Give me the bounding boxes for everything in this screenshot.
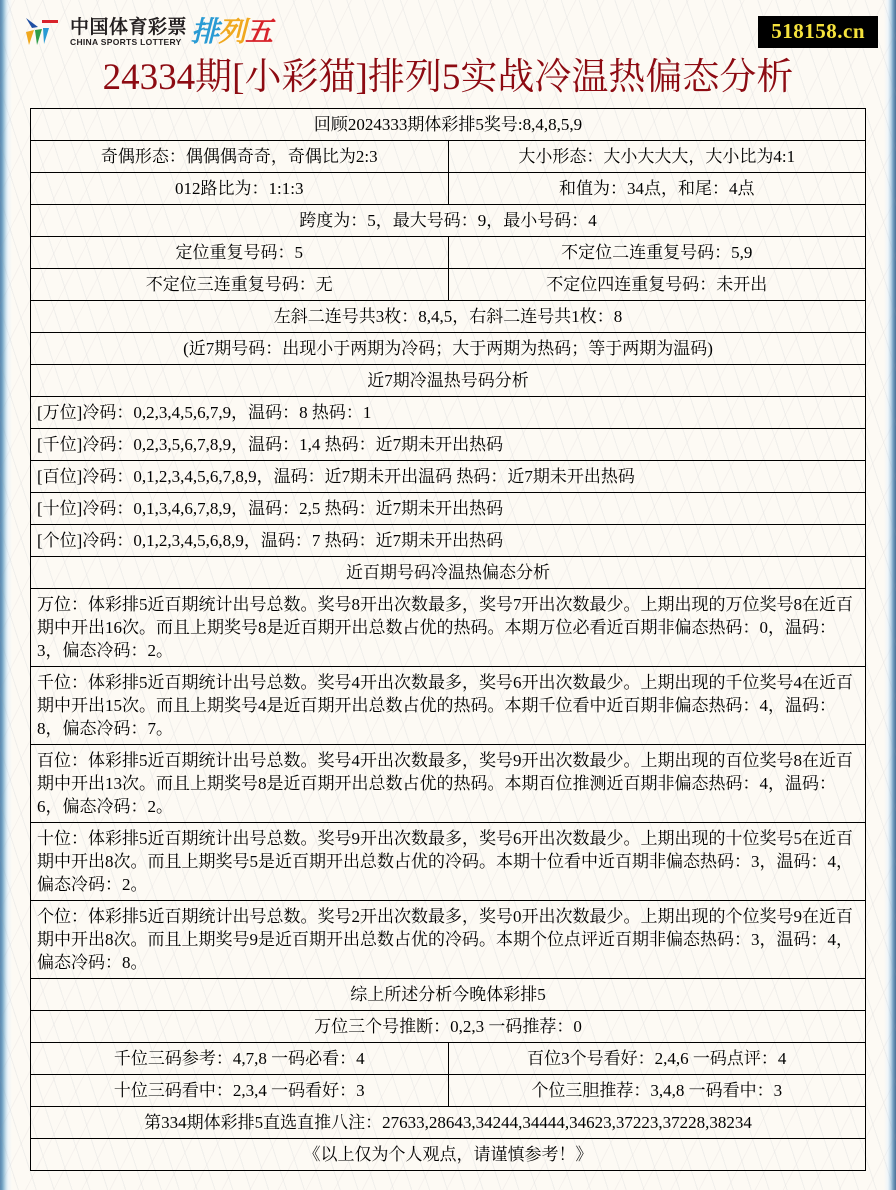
route012-ratio-cell: 012路比为：1:1:3 — [31, 173, 449, 205]
unfixed-two-repeat-cell: 不定位二连重复号码：5,9 — [448, 237, 866, 269]
recent100-paragraph-gewei: 个位：体彩排5近百期统计出号总数。奖号2开出次数最多，奖号0开出次数最少。上期出现的个位奖号9在近百期中开出8次。而且上期奖号9是近百期开出总数占优的冷码。本期个位点评近百期非偏态热码：3，温码：4，偏态冷码：8。 — [31, 901, 866, 979]
table-row — [31, 333, 866, 365]
section-title-summary: 综上所述分析今晚体彩排5 — [31, 979, 866, 1011]
page-content — [8, 4, 888, 1168]
direct-selection-picks-cell: 第334期体彩排5直选直推八注：27633,28643,34244,34444,34623,37223,37228,38234 — [31, 1107, 866, 1139]
site-url-badge[interactable]: 518158.cn — [758, 16, 878, 48]
table-row — [31, 1011, 866, 1043]
summary-baiwei-cell: 百位3个号看好：2,4,6 一码点评：4 — [448, 1043, 866, 1075]
table-row — [31, 525, 866, 557]
summary-wanwei-cell: 万位三个号推断：0,2,3 一码推荐：0 — [31, 1011, 866, 1043]
recent100-paragraph-shiwei: 十位：体彩排5近百期统计出号总数。奖号9开出次数最多，奖号6开出次数最少。上期出现的十位奖号5在近百期中开出8次。而且上期奖号5是近百期开出总数占优的冷码。本期十位看中近百期非偏态热码：3，温码：4，偏态冷码：2。 — [31, 823, 866, 901]
table-row — [31, 1043, 866, 1075]
table-row-section-header — [31, 365, 866, 397]
table-row — [31, 237, 866, 269]
table-row — [31, 461, 866, 493]
sum-value-cell: 和值为：34点，和尾：4点 — [448, 173, 866, 205]
recent7-line-wanwei: [万位]冷码：0,2,3,4,5,6,7,9，温码：8 热码：1 — [31, 397, 866, 429]
table-row — [31, 1107, 866, 1139]
review-header-cell: 回顾2024333期体彩排5奖号:8,4,8,5,9 — [31, 109, 866, 141]
recent7-line-shiwei: [十位]冷码：0,1,3,4,6,7,8,9，温码：2,5 热码：近7期未开出热码 — [31, 493, 866, 525]
table-row — [31, 589, 866, 667]
unfixed-three-repeat-cell: 不定位三连重复号码：无 — [31, 269, 449, 301]
cold-warm-hot-definition-note: (近7期号码：出现小于两期为冷码；大于两期为热码；等于两期为温码) — [31, 333, 866, 365]
table-row — [31, 667, 866, 745]
page-header — [8, 4, 888, 56]
disclaimer-cell: 《以上仅为个人观点，请谨慎参考！》 — [31, 1139, 866, 1171]
section-title-recent100: 近百期号码冷温热偏态分析 — [31, 557, 866, 589]
game-name-pailie5 — [191, 17, 272, 47]
logo-english-name: CHINA SPORTS LOTTERY — [70, 37, 182, 47]
table-row — [31, 269, 866, 301]
summary-shiwei-cell: 十位三码看中：2,3,4 一码看好：3 — [31, 1075, 449, 1107]
parity-pattern-cell: 奇偶形态：偶偶偶奇奇，奇偶比为2:3 — [31, 141, 449, 173]
page-title: 24334期[小彩猫]排列5实战冷温热偏态分析 — [102, 57, 794, 98]
unfixed-four-repeat-cell: 不定位四连重复号码：未开出 — [448, 269, 866, 301]
recent100-paragraph-wanwei: 万位：体彩排5近百期统计出号总数。奖号8开出次数最多，奖号7开出次数最少。上期出现的万位奖号8在近百期中开出16次。而且上期奖号8是近百期开出总数占优的热码。本期万位必看近百期非偏态热码：0，温码：3，偏态冷码：2。 — [31, 589, 866, 667]
summary-qianwei-cell: 千位三码参考：4,7,8 一码必看：4 — [31, 1043, 449, 1075]
slant-pairs-cell: 左斜二连号共3枚：8,4,5，右斜二连号共1枚：8 — [31, 301, 866, 333]
table-row-review-header — [31, 109, 866, 141]
analysis-table — [30, 108, 866, 1171]
table-row — [31, 901, 866, 979]
logo-chinese-name: 中国体育彩票 — [70, 16, 188, 38]
table-row — [31, 1139, 866, 1171]
table-row — [31, 141, 866, 173]
table-row-section-header — [31, 979, 866, 1011]
table-row — [31, 745, 866, 823]
recent100-paragraph-qianwei: 千位：体彩排5近百期统计出号总数。奖号4开出次数最多，奖号6开出次数最少。上期出现的千位奖号4在近百期中开出15次。而且上期奖号4是近百期开出总数占优的热码。本期千位看中近百期非偏态热码：4，温码：8，偏态冷码：7。 — [31, 667, 866, 745]
recent7-line-baiwei: [百位]冷码：0,1,2,3,4,5,6,7,8,9，温码：近7期未开出温码 热码：近7期未开出热码 — [31, 461, 866, 493]
lottery-emblem-icon — [22, 14, 66, 50]
logo-wordmark — [70, 17, 187, 47]
china-sports-lottery-logo — [22, 12, 272, 52]
recent7-line-qianwei: [千位]冷码：0,2,3,5,6,7,8,9，温码：1,4 热码：近7期未开出热码 — [31, 429, 866, 461]
fixed-repeat-number-cell: 定位重复号码：5 — [31, 237, 449, 269]
game-char-1: 排 — [191, 15, 219, 48]
table-row — [31, 823, 866, 901]
recent100-paragraph-baiwei: 百位：体彩排5近百期统计出号总数。奖号4开出次数最多，奖号9开出次数最少。上期出现的百位奖号8在近百期中开出13次。而且上期奖号8是近百期开出总数占优的热码。本期百位推测近百期非偏态热码：4，温码：6，偏态冷码：2。 — [31, 745, 866, 823]
table-row — [31, 173, 866, 205]
size-pattern-cell: 大小形态：大小大大大，大小比为4:1 — [448, 141, 866, 173]
summary-gewei-cell: 个位三胆推荐：3,4,8 一码看中：3 — [448, 1075, 866, 1107]
table-row — [31, 429, 866, 461]
game-char-3: 五 — [245, 15, 273, 48]
table-row-section-header — [31, 557, 866, 589]
span-max-min-cell: 跨度为：5，最大号码：9，最小号码：4 — [31, 205, 866, 237]
section-title-recent7: 近7期冷温热号码分析 — [31, 365, 866, 397]
table-row — [31, 205, 866, 237]
table-row — [31, 397, 866, 429]
game-char-2: 列 — [218, 15, 246, 48]
table-row — [31, 301, 866, 333]
table-row — [31, 1075, 866, 1107]
table-row — [31, 493, 866, 525]
recent7-line-gewei: [个位]冷码：0,1,2,3,4,5,6,8,9，温码：7 热码：近7期未开出热码 — [31, 525, 866, 557]
